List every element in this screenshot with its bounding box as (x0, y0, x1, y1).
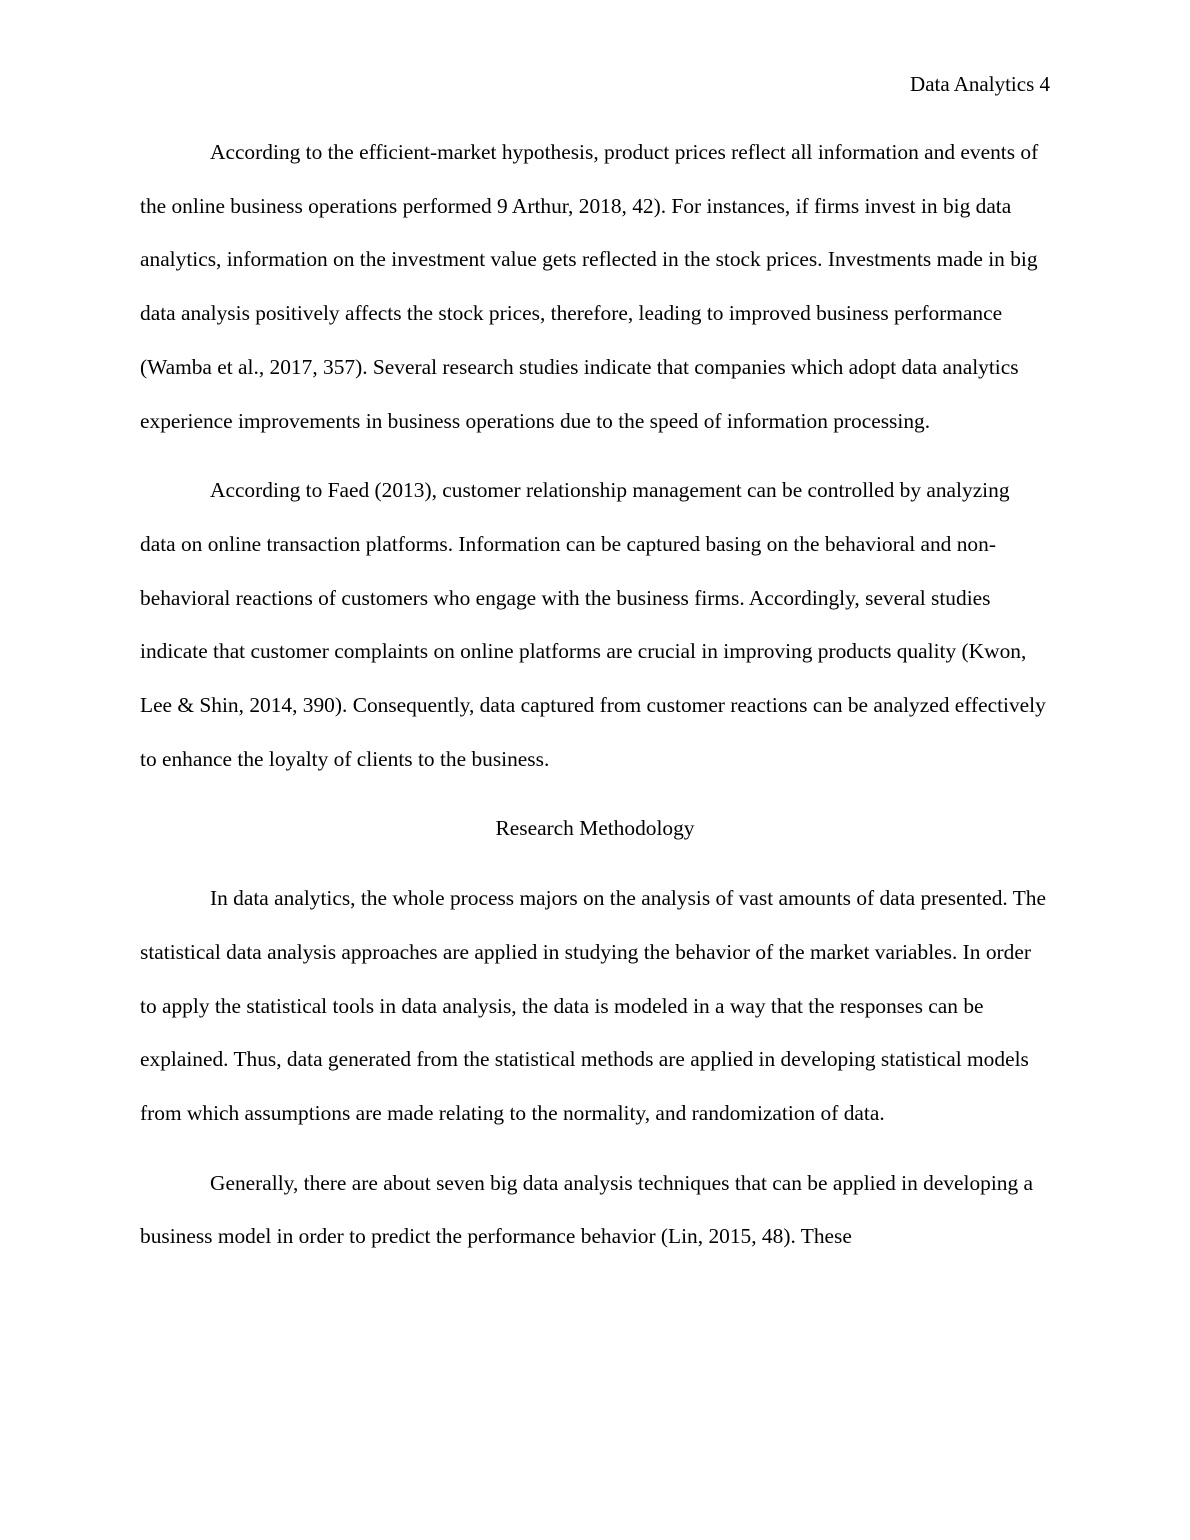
paragraph-efficient-market: According to the efficient-market hypothesis, product prices reflect all information and events of the online business operations performed 9 Arthur, 2018, 42). For instances, if firms invest in big data analytics, information on the investment value gets reflected in the stock prices. Investments made in big data analysis positively affects the stock prices, therefore, leading to improved business performance (Wamba et al., 2017, 357). Several research studies indicate that companies which adopt data analytics experience improvements in business operations due to the speed of information processing. (140, 140, 1039, 433)
body-text (140, 126, 1050, 1280)
section-heading-research-methodology: Research Methodology (495, 816, 695, 841)
paragraph-analysis-techniques: Generally, there are about seven big data analysis techniques that can be applied in developing a business model in order to predict the performance behavior (Lin, 2015, 48). These (140, 1170, 1034, 1249)
running-head: Data Analytics 4 (910, 72, 1050, 96)
paragraph-customer-relationship: According to Faed (2013), customer relationship management can be controlled by analyzing data on online transaction platforms. Information can be captured basing on the behavioral and non-behavioral reactions of customers who engage with the business firms. Accordingly, several studies indicate that customer complaints on online platforms are crucial in improving products quality (Kwon, Lee & Shin, 2014, 390). Consequently, data captured from customer reactions can be analyzed effectively to enhance the loyalty of clients to the business. (140, 478, 1046, 771)
paragraph-data-analytics-process: In data analytics, the whole process majors on the analysis of vast amounts of data presented. The statistical data analysis approaches are applied in studying the behavior of the market variables. In order to apply the statistical tools in data analysis, the data is modeled in a way that the responses can be explained. Thus, data generated from the statistical methods are applied in developing statistical models from which assumptions are made relating to the normality, and randomization of data. (140, 886, 1046, 1125)
